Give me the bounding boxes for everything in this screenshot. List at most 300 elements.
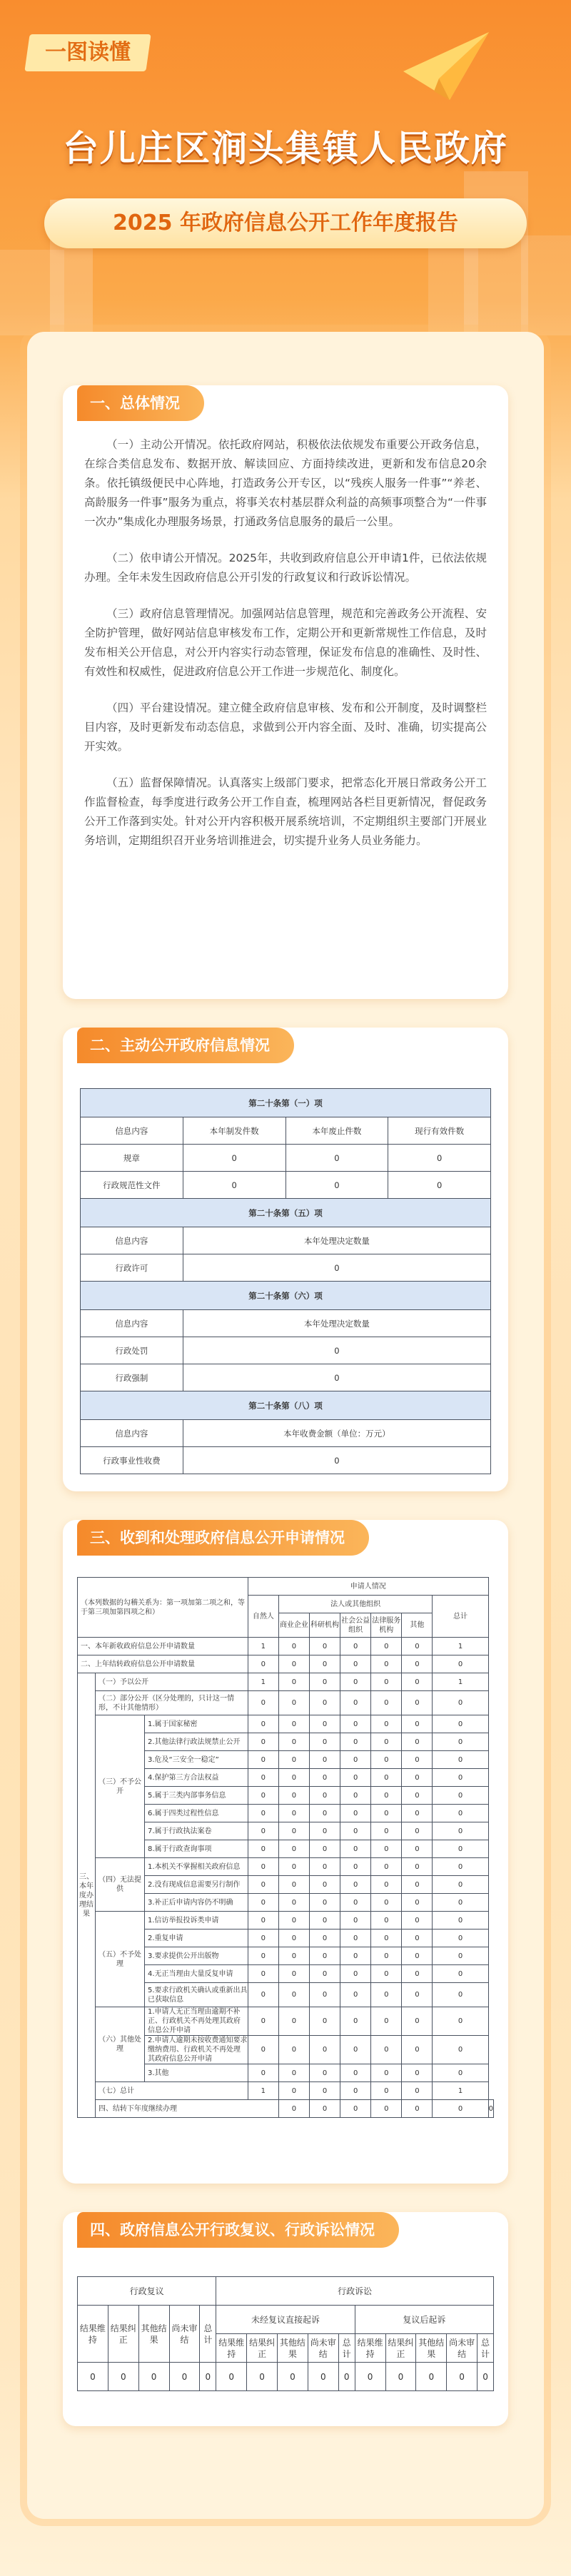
cell: 0 (340, 1894, 371, 1912)
cell: 0 (371, 1876, 402, 1894)
cell: 0 (310, 1876, 340, 1894)
column-header: 其他结果 (278, 2334, 308, 2363)
column-header: 法人或其他组织 (278, 1596, 433, 1613)
cell: 0 (310, 1787, 340, 1805)
row-label: （七）总计 (96, 2082, 248, 2100)
cell: 0 (169, 2363, 200, 2391)
cell: 0 (433, 2007, 488, 2036)
row-label: 5.要求行政机关确认或重新出具已获取信息 (144, 1983, 248, 2007)
cell: 0 (278, 1912, 309, 1930)
cell: 0 (248, 1876, 278, 1894)
cell: 0 (371, 2036, 402, 2064)
cell: 0 (433, 1912, 488, 1930)
table-row (78, 1715, 494, 1733)
cell: 行政事业性收费 (81, 1447, 183, 1474)
cell: 0 (385, 2363, 416, 2391)
cell: 0 (248, 1655, 278, 1673)
table-row (81, 1447, 491, 1474)
cell: 0 (286, 1172, 388, 1199)
cell: 0 (433, 1947, 488, 1965)
column-header: 社会公益组织 (340, 1613, 371, 1638)
cell: 0 (278, 1787, 309, 1805)
cell: 1 (433, 1638, 488, 1655)
cell: 0 (433, 2036, 488, 2064)
cell: 0 (278, 2363, 308, 2391)
cell: 0 (402, 1805, 433, 1822)
row-label: 2.其他法律行政法规禁止公开 (144, 1733, 248, 1751)
cell: 0 (310, 1983, 340, 2007)
cell: 0 (247, 2363, 278, 2391)
cell: 0 (402, 1655, 433, 1673)
cell: 0 (248, 1965, 278, 1983)
cell: 0 (371, 1912, 402, 1930)
cell: 0 (433, 2064, 488, 2082)
row-label: （二）部分公开（区分处理的，只计这一情形，不计其他情形） (96, 1691, 248, 1715)
table-row (78, 1912, 494, 1930)
cell: 0 (183, 1337, 490, 1364)
row-label: 1.信访举报投诉类申请 (144, 1912, 248, 1930)
cell: 0 (371, 2064, 402, 2082)
cell: 0 (248, 1947, 278, 1965)
cell: 0 (278, 1715, 309, 1733)
cell: 0 (310, 1894, 340, 1912)
cell: 0 (248, 1805, 278, 1822)
cell: 0 (371, 1947, 402, 1965)
column-header: 总计 (433, 1596, 488, 1638)
cell: 0 (402, 1769, 433, 1787)
cell: 0 (340, 1805, 371, 1822)
cell: 0 (248, 2064, 278, 2082)
table-row (81, 1172, 491, 1199)
cell: 0 (340, 2064, 371, 2082)
row-label: 5.属于三类内部事务信息 (144, 1787, 248, 1805)
row-label: （一）予以公开 (96, 1673, 248, 1691)
cell: 0 (433, 2100, 488, 2118)
cell: 0 (340, 1876, 371, 1894)
cell: 0 (371, 1805, 402, 1822)
cell: 0 (371, 1840, 402, 1858)
cell: 0 (183, 1364, 490, 1391)
header-banner (0, 0, 571, 335)
cell: 0 (402, 1930, 433, 1947)
section-title: 四、政府信息公开行政复议、行政诉讼情况 (77, 2212, 399, 2248)
cell: 0 (278, 2100, 309, 2118)
cell: 0 (278, 1805, 309, 1822)
cell: 0 (308, 2363, 338, 2391)
cell: 1 (433, 2082, 488, 2100)
cell: 0 (278, 2007, 309, 2036)
table-row (78, 2007, 494, 2036)
column-header: 现行有效件数 (388, 1117, 491, 1145)
row-label: 3.要求提供公开出版物 (144, 1947, 248, 1965)
cell: 1 (248, 1638, 278, 1655)
cell: 0 (371, 1751, 402, 1769)
row-label: 6.属于四类过程性信息 (144, 1805, 248, 1822)
cell: 0 (310, 2064, 340, 2082)
cell: 0 (488, 2100, 493, 2118)
cell: 0 (310, 2100, 340, 2118)
table-heading: 第二十条第（八）项 (81, 1391, 491, 1420)
column-header: 本年制发件数 (183, 1117, 286, 1145)
cell: 行政许可 (81, 1254, 183, 1282)
cell: 0 (310, 1840, 340, 1858)
row-label: 四、结转下年度继续办理 (96, 2100, 279, 2118)
cell: 0 (402, 1691, 433, 1715)
cell: 行政规范性文件 (81, 1172, 183, 1199)
cell: 0 (402, 2007, 433, 2036)
row-group-label: 三、本年度办理结果 (78, 1673, 96, 2118)
cell: 0 (340, 1983, 371, 2007)
cell: 0 (402, 1787, 433, 1805)
cell: 0 (402, 1947, 433, 1965)
cell: 0 (278, 1930, 309, 1947)
cell: 0 (248, 1983, 278, 2007)
row-group-label: （六）其他处理 (96, 2007, 145, 2082)
column-header: 其他结果 (416, 2334, 447, 2363)
column-header: 复议后起诉 (355, 2306, 493, 2334)
cell: 0 (433, 1822, 488, 1840)
cell: 0 (371, 1733, 402, 1751)
cell: 0 (248, 1894, 278, 1912)
cell: 0 (447, 2363, 477, 2391)
cell: 行政处罚 (81, 1337, 183, 1364)
cell: 0 (477, 2363, 494, 2391)
table-row (78, 1638, 494, 1655)
cell: 0 (402, 1715, 433, 1733)
table-row (78, 2363, 494, 2391)
cell: 0 (310, 1691, 340, 1715)
cell: 0 (371, 1638, 402, 1655)
cell: 0 (371, 1787, 402, 1805)
cell: 0 (248, 1822, 278, 1840)
cell: 0 (433, 1787, 488, 1805)
cell: 0 (402, 1876, 433, 1894)
cell: 0 (310, 1673, 340, 1691)
table-row (78, 2100, 494, 2118)
cell: 0 (433, 1691, 488, 1715)
review-table (77, 2276, 494, 2391)
cell: 0 (433, 1805, 488, 1822)
cell: 0 (433, 1655, 488, 1673)
row-label: 7.属于行政执法案卷 (144, 1822, 248, 1840)
cell: 0 (402, 1638, 433, 1655)
cell: 0 (371, 2100, 402, 2118)
paragraph: （四）平台建设情况。建立健全政府信息审核、发布和公开制度，及时调整栏目内容，及时更新发布动态信息，求做到公开内容全面、及时、准确，切实提高公开实效。 (84, 701, 487, 753)
cell: 0 (108, 2363, 138, 2391)
intro-tag (24, 34, 151, 71)
paragraph: （五）监督保障情况。认真落实上级部门要求，把常态化开展日常政务公开工作监督检查，每季度进行政务公开工作自查，梳理网站各栏目更新情况，督促政务公开工作落到实处。针对公开内容积极开展系统培训，不定期组织主要部门开展业务培训，定期组织召开业务培训推进会，切实提升业务人员业务能力。 (84, 776, 487, 847)
cell: 0 (248, 2007, 278, 2036)
cell: 0 (371, 1822, 402, 1840)
cell: 0 (310, 2007, 340, 2036)
cell: 0 (340, 1787, 371, 1805)
cell: 0 (340, 2100, 371, 2118)
column-header: 行政复议 (78, 2277, 216, 2306)
cell: 0 (278, 1894, 309, 1912)
row-label: 8.属于行政查询事项 (144, 1840, 248, 1858)
row-label: 2.申请人逾期未按收费通知要求缴纳费用、行政机关不再处理其政府信息公开申请 (144, 2036, 248, 2064)
cell: 0 (183, 1172, 286, 1199)
intro-tag-text: 一图读懂 (45, 40, 131, 65)
row-label: 4.保护第三方合法权益 (144, 1769, 248, 1787)
cell: 0 (355, 2363, 385, 2391)
column-header: 法律服务机构 (371, 1613, 402, 1638)
cell: 0 (402, 1912, 433, 1930)
cell: 0 (310, 1733, 340, 1751)
cell: 0 (310, 1715, 340, 1733)
cell: 0 (433, 1894, 488, 1912)
cell: 0 (248, 1751, 278, 1769)
table-heading: 第二十条第（五）项 (81, 1199, 491, 1227)
cell: 规章 (81, 1145, 183, 1172)
cell: 0 (402, 1965, 433, 1983)
column-header: 结果维持 (216, 2334, 247, 2363)
cell: 0 (340, 2082, 371, 2100)
column-header: 信息内容 (81, 1310, 183, 1337)
section-proactive (63, 1028, 508, 1491)
cell: 0 (371, 1983, 402, 2007)
cell: 0 (402, 1822, 433, 1840)
cell: 0 (340, 2036, 371, 2064)
cell: 0 (248, 1912, 278, 1930)
cell: 0 (310, 1965, 340, 1983)
cell: 0 (371, 1715, 402, 1733)
cell: 0 (340, 1655, 371, 1673)
cell: 0 (340, 1733, 371, 1751)
cell: 0 (278, 1840, 309, 1858)
cell: 行政强制 (81, 1364, 183, 1391)
corner-note: （本列数据的勾稽关系为：第一项加第二项之和，等于第三项加第四项之和） (78, 1578, 248, 1638)
cell: 0 (402, 2100, 433, 2118)
cell: 0 (388, 1172, 491, 1199)
page-title: 台儿庄区涧头集镇人民政府 (63, 128, 508, 169)
column-header: 尚未审结 (447, 2334, 477, 2363)
row-label: 4.无正当理由大量反复申请 (144, 1965, 248, 1983)
cell: 0 (416, 2363, 447, 2391)
paper-plane-icon (400, 29, 492, 107)
overall-text (84, 435, 487, 868)
cell: 0 (310, 2036, 340, 2064)
cell: 0 (340, 1912, 371, 1930)
paragraph: （一）主动公开情况。依托政府网站，积极依法依规发布重要公开政务信息，在综合类信息发布、数据开放、解读回应、方面持续改进，更新和发布信息20余条。依托镇级便民中心阵地，打造政务公开专区，以“残疾人服务一件事”“养老、高龄服务一件事”服务为重点，将事关农村基层群众利益的高频事项整合为“一件事一次办”集成化办理服务场景，打通政务信息服务的最后一公里。 (84, 438, 487, 528)
cell: 0 (278, 1655, 309, 1673)
cell: 0 (371, 1673, 402, 1691)
cell: 0 (310, 1912, 340, 1930)
column-header: 总计 (200, 2306, 216, 2363)
cell: 0 (248, 2036, 278, 2064)
cell: 0 (248, 1715, 278, 1733)
cell: 0 (278, 1983, 309, 2007)
row-label: 3.危及“三安全一稳定” (144, 1751, 248, 1769)
cell: 0 (371, 1965, 402, 1983)
row-label: 1.本机关不掌握相关政府信息 (144, 1858, 248, 1876)
cell: 0 (310, 1655, 340, 1673)
cell: 0 (138, 2363, 169, 2391)
cell: 1 (248, 2082, 278, 2100)
row-label: 一、本年新收政府信息公开申请数量 (78, 1638, 248, 1655)
section-title: 三、收到和处理政府信息公开申请情况 (77, 1520, 369, 1556)
cell: 0 (310, 1930, 340, 1947)
cell: 0 (371, 2082, 402, 2100)
cell: 0 (278, 1751, 309, 1769)
section-overall (63, 385, 508, 999)
cell: 1 (248, 1673, 278, 1691)
cell: 0 (248, 1733, 278, 1751)
cell: 0 (286, 1145, 388, 1172)
column-header: 总计 (338, 2334, 355, 2363)
building-silhouette (464, 171, 528, 335)
column-header: 信息内容 (81, 1227, 183, 1254)
row-label: 1.属于国家秘密 (144, 1715, 248, 1733)
cell: 0 (310, 1858, 340, 1876)
cell: 0 (433, 1840, 488, 1858)
cell: 0 (371, 2007, 402, 2036)
column-header: 信息内容 (81, 1420, 183, 1447)
cell: 0 (278, 2036, 309, 2064)
row-group-label: （五）不予处理 (96, 1912, 145, 2007)
paragraph: （三）政府信息管理情况。加强网站信息管理，规范和完善政务公开流程、安全防护管理，做好网站信息审核发布工作，定期公开和更新常规性工作信息，及时发布相关公开信息，对公开内容实行动态管理，保证发布信息的准确性、及时性、有效性和权威性，促进政府信息公开工作进一步规范化、制度化。 (84, 607, 487, 678)
column-header: 本年废止件数 (286, 1117, 388, 1145)
cell: 0 (310, 1751, 340, 1769)
table-row (78, 1673, 494, 1691)
section-title: 二、主动公开政府信息情况 (77, 1028, 294, 1063)
column-header: 本年处理决定数量 (183, 1310, 490, 1337)
cell: 0 (248, 1930, 278, 1947)
cell: 0 (340, 1840, 371, 1858)
table-row (78, 1655, 494, 1673)
column-header: 结果维持 (355, 2334, 385, 2363)
cell: 0 (248, 1769, 278, 1787)
cell: 0 (183, 1145, 286, 1172)
cell: 0 (340, 1673, 371, 1691)
cell: 0 (278, 1638, 309, 1655)
cell: 0 (371, 1930, 402, 1947)
cell: 0 (402, 2082, 433, 2100)
table-heading: 第二十条第（一）项 (81, 1089, 491, 1117)
column-header: 本年收费金额（单位：万元） (183, 1420, 490, 1447)
cell: 0 (433, 1965, 488, 1983)
cell: 0 (402, 2064, 433, 2082)
column-header: 结果纠正 (108, 2306, 138, 2363)
section-title: 一、总体情况 (77, 385, 204, 421)
cell: 0 (310, 1805, 340, 1822)
cell: 0 (310, 1822, 340, 1840)
applications-table (77, 1577, 494, 2118)
cell: 1 (433, 1673, 488, 1691)
cell: 0 (310, 1947, 340, 1965)
cell: 0 (433, 1733, 488, 1751)
column-header: 行政诉讼 (216, 2277, 494, 2306)
cell: 0 (340, 1930, 371, 1947)
cell: 0 (278, 2082, 309, 2100)
cell: 0 (340, 1858, 371, 1876)
building-silhouette (521, 235, 571, 335)
column-header: 尚未审结 (169, 2306, 200, 2363)
cell: 0 (388, 1145, 491, 1172)
column-header: 信息内容 (81, 1117, 183, 1145)
cell: 0 (433, 1751, 488, 1769)
table-row (78, 1858, 494, 1876)
cell: 0 (371, 1894, 402, 1912)
section-review-litigation (63, 2212, 508, 2426)
cell: 0 (433, 1858, 488, 1876)
cell: 0 (310, 1769, 340, 1787)
table-row (81, 1254, 491, 1282)
cell: 0 (371, 1858, 402, 1876)
column-header: 结果纠正 (385, 2334, 416, 2363)
column-header: 结果纠正 (247, 2334, 278, 2363)
column-header: 自然人 (248, 1596, 278, 1638)
cell: 0 (278, 1858, 309, 1876)
cell: 0 (340, 1947, 371, 1965)
column-header: 其他结果 (138, 2306, 169, 2363)
cell: 0 (402, 1733, 433, 1751)
cell: 0 (183, 1447, 490, 1474)
section-applications (63, 1520, 508, 2184)
cell: 0 (248, 1691, 278, 1715)
row-label: 二、上年结转政府信息公开申请数量 (78, 1655, 248, 1673)
table-row (81, 1364, 491, 1391)
column-header: 结果维持 (78, 2306, 108, 2363)
cell: 0 (248, 1787, 278, 1805)
table-row (81, 1145, 491, 1172)
cell: 0 (402, 1840, 433, 1858)
cell: 0 (402, 1894, 433, 1912)
table-row (78, 1691, 494, 1715)
row-group-label: （四）无法提供 (96, 1858, 145, 1912)
proactive-table (80, 1088, 491, 1474)
cell: 0 (402, 1858, 433, 1876)
cell: 0 (338, 2363, 355, 2391)
column-header: 本年处理决定数量 (183, 1227, 490, 1254)
cell: 0 (340, 1769, 371, 1787)
cell: 0 (278, 1733, 309, 1751)
cell: 0 (340, 1638, 371, 1655)
cell: 0 (340, 2007, 371, 2036)
column-header: 总计 (477, 2334, 494, 2363)
table-heading: 第二十条第（六）项 (81, 1282, 491, 1310)
cell: 0 (340, 1822, 371, 1840)
cell: 0 (216, 2363, 247, 2391)
row-label: 3.补正后申请内容仍不明确 (144, 1894, 248, 1912)
row-label: 3.其他 (144, 2064, 248, 2082)
cell: 0 (371, 1655, 402, 1673)
cell: 0 (433, 1983, 488, 2007)
row-label: 2.没有现成信息需要另行制作 (144, 1876, 248, 1894)
cell: 0 (433, 1930, 488, 1947)
table-row (78, 2082, 494, 2100)
column-header: 商业企业 (278, 1613, 309, 1638)
cell: 0 (278, 1673, 309, 1691)
cell: 0 (340, 1715, 371, 1733)
row-label: 1.申请人无正当理由逾期不补正、行政机关不再处理其政府信息公开申请 (144, 2007, 248, 2036)
cell: 0 (78, 2363, 108, 2391)
cell: 0 (402, 1751, 433, 1769)
column-header: 尚未审结 (308, 2334, 338, 2363)
cell: 0 (371, 1769, 402, 1787)
table-row (81, 1337, 491, 1364)
cell: 0 (310, 2082, 340, 2100)
cell: 0 (310, 1638, 340, 1655)
cell: 0 (402, 1673, 433, 1691)
column-header: 申请人情况 (248, 1578, 488, 1596)
cell: 0 (248, 1858, 278, 1876)
column-header: 未经复议直接起诉 (216, 2306, 355, 2334)
cell: 0 (340, 1691, 371, 1715)
cell: 0 (248, 1840, 278, 1858)
cell: 0 (200, 2363, 216, 2391)
cell: 0 (433, 1715, 488, 1733)
